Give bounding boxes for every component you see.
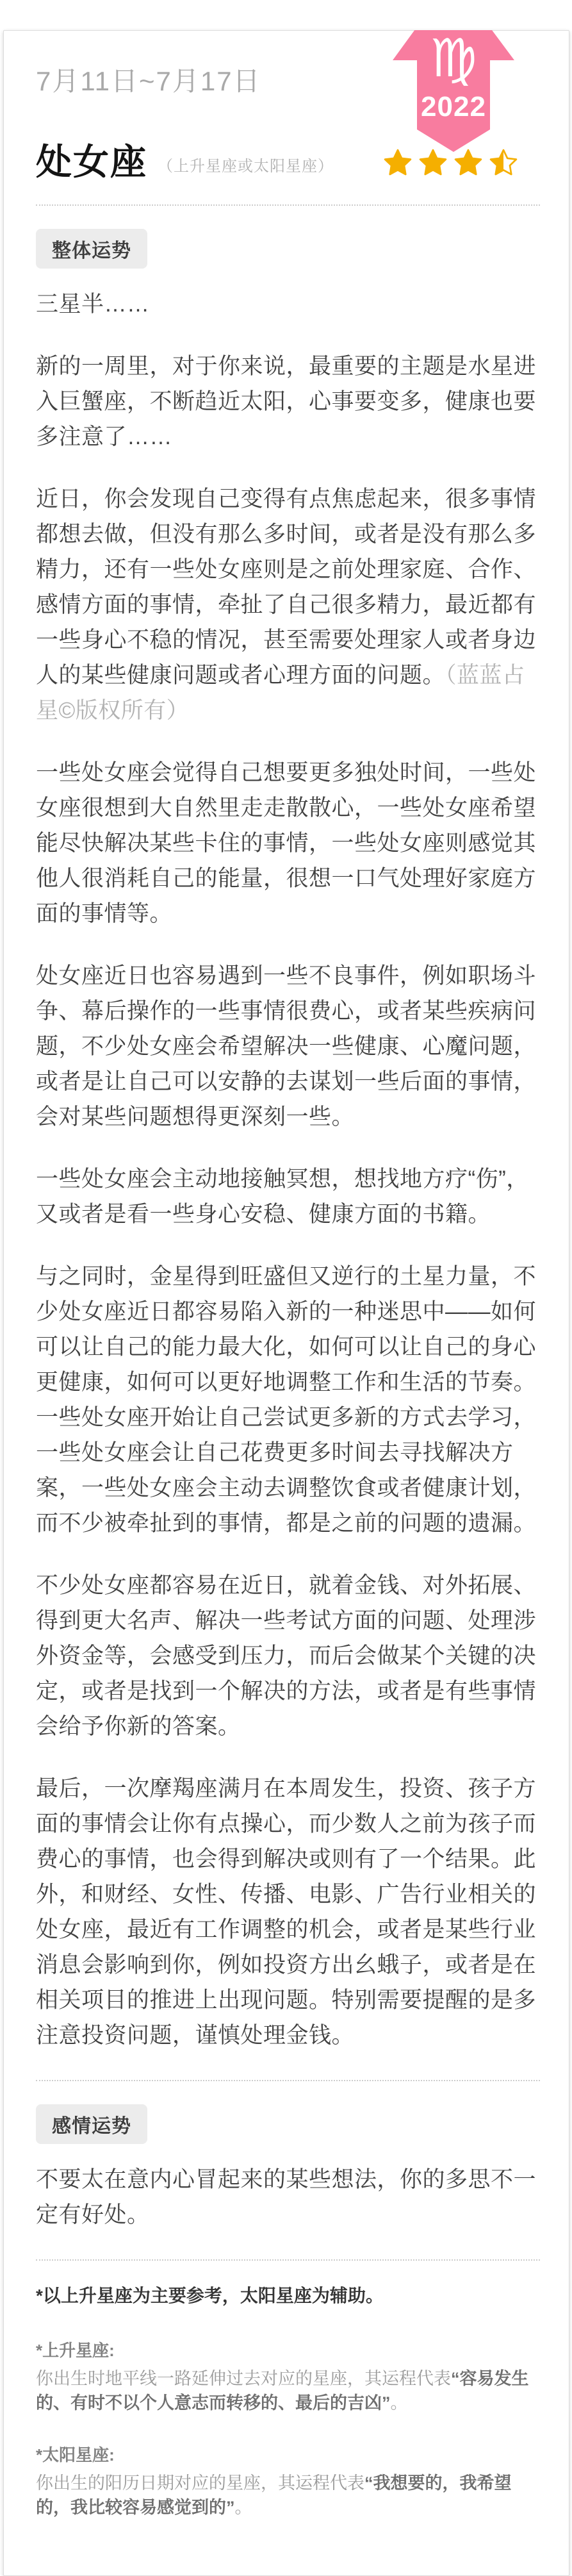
copyright-note: （蓝蓝占星©版权所有） xyxy=(36,662,525,723)
paragraph-text: 一些处女座会觉得自己想要更多独处时间，一些处女座很想到大自然里走走散散心，一些处女座希望能尽快解决某些卡住的事情，一些处女座则感觉其他人很消耗自己的能量，很想一口气处理好家庭方面的事情等。 xyxy=(36,760,537,926)
body-paragraph xyxy=(36,755,540,931)
footnote-label: *上升星座: xyxy=(36,2340,115,2360)
body-paragraph xyxy=(36,287,540,322)
paragraph-text: 不要太在意内心冒起来的某些想法，你的多思不一定有好处。 xyxy=(36,2166,537,2227)
footnote-desc-end: 。 xyxy=(234,2497,252,2517)
section-label-love: 感情运势 xyxy=(36,2104,147,2144)
footnote-desc xyxy=(36,2471,540,2520)
section-paragraphs xyxy=(36,2162,540,2232)
body-paragraph xyxy=(36,1161,540,1232)
footnote-quote: “容易发生的、有时不以个人意志而转移的、最后的吉凶” xyxy=(36,2368,529,2413)
footnote-desc-end: 。 xyxy=(390,2393,408,2413)
body-paragraph xyxy=(36,1771,540,2053)
body-paragraph xyxy=(36,958,540,1134)
paragraph-text: 与之同时，金星得到旺盛但又逆行的土星力量，不少处女座近日都容易陷入新的一种迷思中——如何可以让自己的能力最大化，如何可以让自己的身心更健康，如何可以更好地调整工作和生活的节奏。一些处女座开始让自己尝试更多新的方式去学习，一些处女座会让自己花费更多时间去寻找解决方案，一些处女座会主动去调整饮食或者健康计划，而不少被牵扯到的事情，都是之前的问题的遗漏。 xyxy=(36,1263,537,1536)
page xyxy=(0,30,572,2543)
paragraph-text: 近日，你会发现自己变得有点焦虑起来，很多事情都想去做，但没有那么多时间，或者是没有那么多精力，还有一些处女座则是之前处理家庭、合作、感情方面的事情，牵扯了自己很多精力，最近都有一些身心不稳的情况，甚至需要处理家人或者身边人的某些健康问题或者心理方面的问题。 xyxy=(36,486,537,688)
paragraph-text: 新的一周里，对于你来说，最重要的主题是水星进入巨蟹座，不断趋近太阳，心事要变多，健康也要多注意了…… xyxy=(36,353,537,449)
body-paragraph xyxy=(36,1568,540,1744)
footnote-main: *以上升星座为主要参考，太阳星座为辅助。 xyxy=(36,2285,384,2306)
section-paragraphs xyxy=(36,287,540,2053)
year-ribbon-badge xyxy=(391,30,516,153)
dotted-divider xyxy=(36,2259,540,2261)
dotted-divider xyxy=(36,2080,540,2081)
paragraph-text: 最后，一次摩羯座满月在本周发生，投资、孩子方面的事情会让你有点操心，而少数人之前为孩子而费心的事情，也会得到解决或则有了一个结果。此外，和财经、女性、传播、电影、广告行业相关的处女座，最近有工作调整的机会，或者是某些行业消息会影响到你，例如投资方出幺蛾子，或者是在相关项目的推进上出现问题。特别需要提醒的是多注意投资问题，谨慎处理金钱。 xyxy=(36,1775,537,2048)
paragraph-text: 三星半…… xyxy=(36,291,150,317)
paragraph-text: 不少处女座都容易在近日，就着金钱、对外拓展、得到更大名声、解决一些考试方面的问题、处理涉外资金等，会感受到压力，而后会做某个关键的决定，或者是找到一个解决的方法，或者是有些事情会给予你新的答案。 xyxy=(36,1572,537,1739)
sections xyxy=(36,206,540,2261)
footnote-desc-text: 你出生时地平线一路延伸过去对应的星座，其运程代表 xyxy=(36,2368,451,2388)
body-paragraph xyxy=(36,481,540,728)
title-subtitle: （上升星座或太阳星座） xyxy=(158,157,334,175)
body-paragraph xyxy=(36,1259,540,1541)
footnote-desc-text: 你出生的阳历日期对应的星座，其运程代表 xyxy=(36,2473,364,2493)
body-paragraph xyxy=(36,2162,540,2232)
ribbon-year: 2022 xyxy=(421,91,486,122)
footnotes xyxy=(36,2284,540,2520)
footnote-items xyxy=(36,2338,540,2520)
footnote-desc xyxy=(36,2366,540,2415)
page-title: 处女座 xyxy=(36,142,147,182)
section-label-overall: 整体运势 xyxy=(36,229,147,269)
horoscope-card xyxy=(3,30,569,2576)
paragraph-text: 处女座近日也容易遇到一些不良事件，例如职场斗争、幕后操作的一些事情很费心，或者某些疾病问题，不少处女座会希望解决一些健康、心魔问题，或者是让自己可以安静的去谋划一些后面的事情，会对某些问题想得更深刻一些。 xyxy=(36,963,537,1129)
virgo-icon: ♍ xyxy=(430,29,477,88)
body-paragraph xyxy=(36,349,540,454)
footnote-quote: “我想要的，我希望的，我比较容易感觉到的” xyxy=(36,2473,512,2517)
paragraph-text: 一些处女座会主动地接触冥想，想找地方疗“伤”，又或者是看一些身心安稳、健康方面的书籍。 xyxy=(36,1166,529,1227)
footnote-label: *太阳星座: xyxy=(36,2445,115,2464)
date-range: 7月11日~7月17日 xyxy=(36,66,261,96)
